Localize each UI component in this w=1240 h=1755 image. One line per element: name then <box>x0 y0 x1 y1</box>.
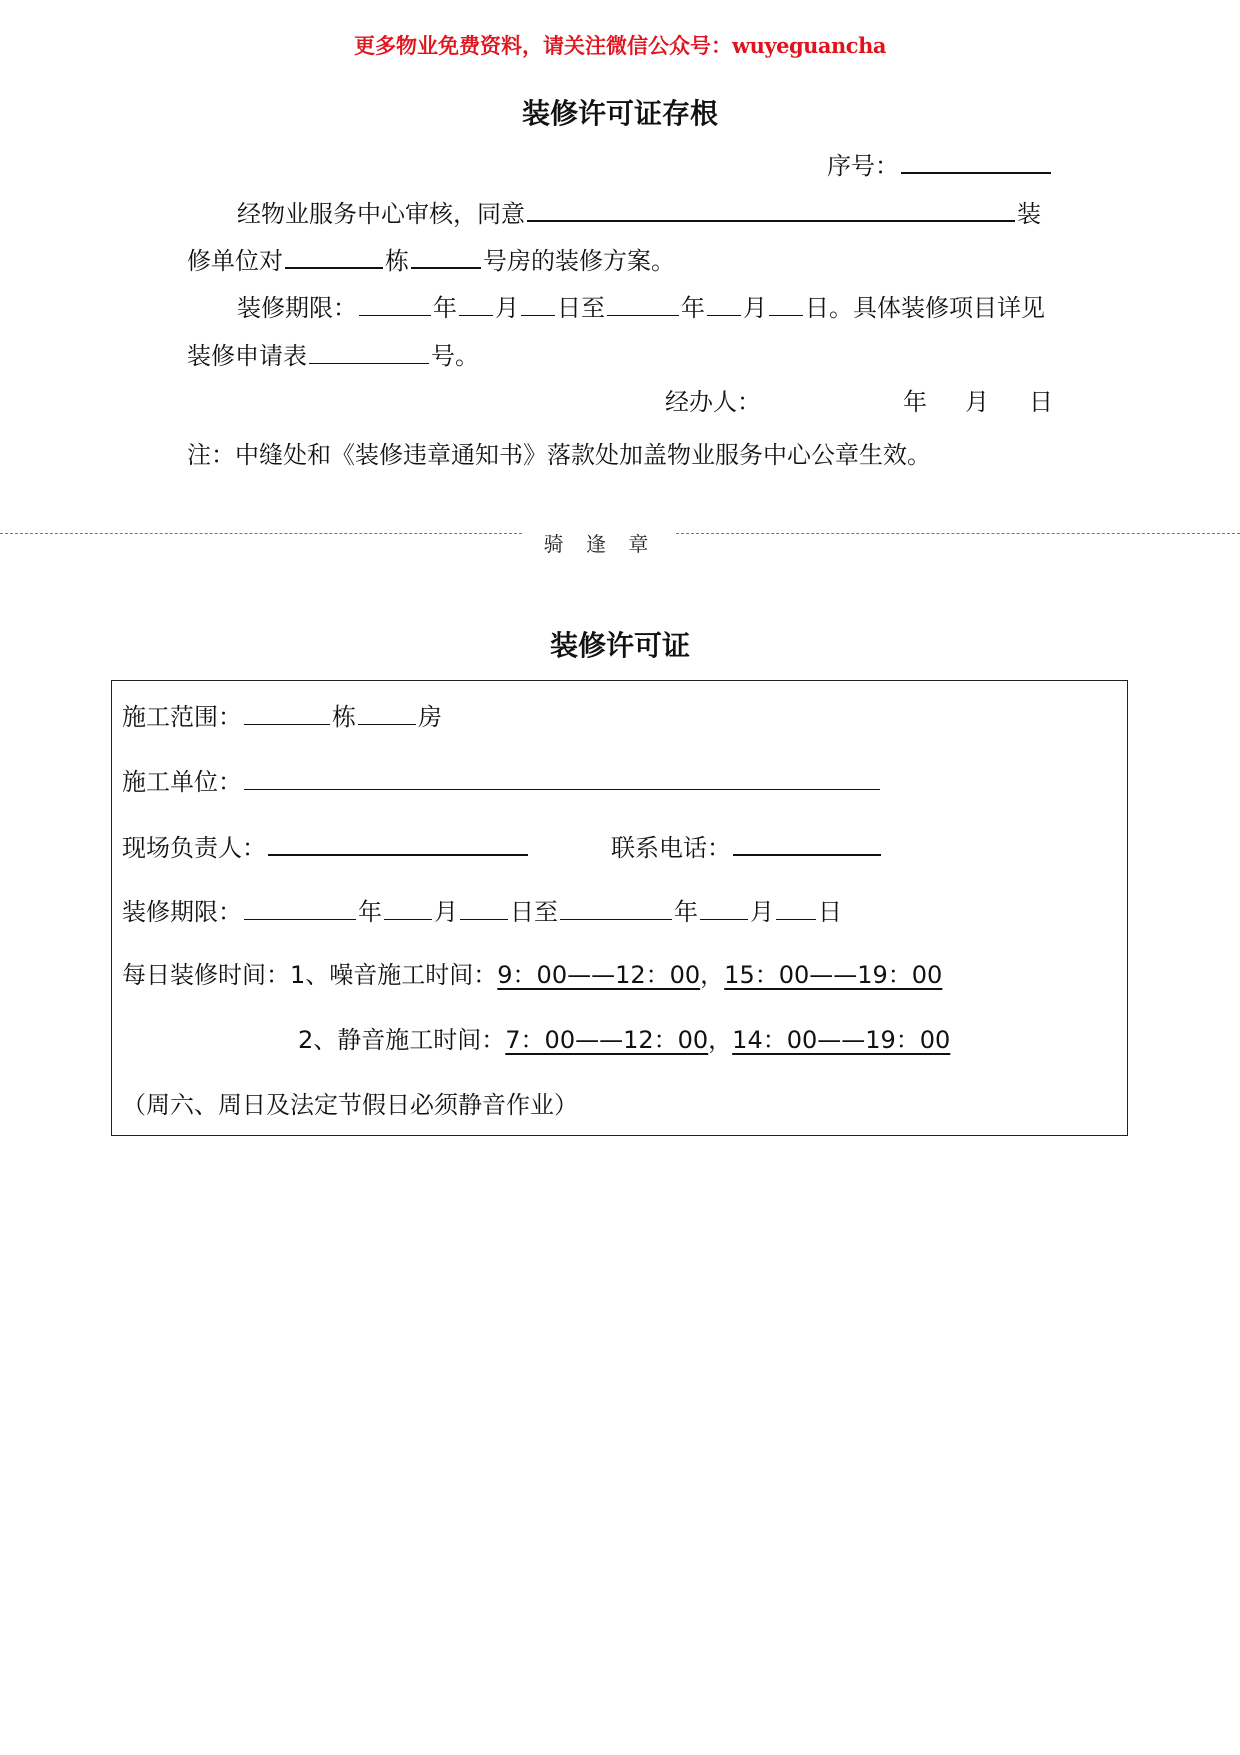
noise-time-1: 9：00——12：00 <box>497 961 701 989</box>
permit-month-text-2: 月 <box>750 898 774 926</box>
quiet-sep: ， <box>708 1026 733 1054</box>
unit-row <box>122 763 882 799</box>
scope-row <box>122 698 442 734</box>
promo-text: 更多物业免费资料，请关注微信公众号： <box>354 33 733 58</box>
permit-start-month-blank[interactable] <box>384 893 432 920</box>
year-text: 年 <box>433 294 457 322</box>
quiet-time-2: 14：00——19：00 <box>732 1026 951 1054</box>
date-month: 月 <box>965 388 989 416</box>
permit-year-text-2: 年 <box>674 898 698 926</box>
period-label: 装修期限： <box>237 294 357 322</box>
para1-line2-b: 栋 <box>385 247 409 275</box>
para1-line2-c: 号房的装修方案。 <box>483 247 675 275</box>
manager-label: 现场负责人： <box>122 834 266 862</box>
noise-label: 1、噪音施工时间： <box>290 961 498 989</box>
manager-row <box>122 828 530 865</box>
serial-row <box>827 146 1053 183</box>
permit-period-label: 装修期限： <box>122 898 242 926</box>
permit-period-row <box>122 893 842 929</box>
weekend-note: （周六、周日及法定节假日必须静音作业） <box>122 1091 578 1119</box>
contractor-blank[interactable] <box>527 194 1015 222</box>
room-blank[interactable] <box>411 241 481 269</box>
handler-label: 经办人： <box>665 388 761 416</box>
stub-para1-line1 <box>237 194 1041 231</box>
quiet-row <box>298 1023 950 1057</box>
noise-time-2: 15：00——19：00 <box>724 961 943 989</box>
day-end-text: 日。具体装修项目详见 <box>805 294 1045 322</box>
start-day-blank[interactable] <box>521 289 555 316</box>
noise-row <box>122 958 942 992</box>
building-text: 栋 <box>332 703 356 731</box>
year-text-2: 年 <box>681 294 705 322</box>
promo-banner <box>0 30 1240 60</box>
start-year-blank[interactable] <box>359 289 431 316</box>
permit-end-day-blank[interactable] <box>776 893 816 920</box>
para1-line2-a: 修单位对 <box>187 247 283 275</box>
permit-year-text: 年 <box>358 898 382 926</box>
phone-blank[interactable] <box>733 828 881 856</box>
noise-sep: ， <box>700 961 725 989</box>
scope-label: 施工范围： <box>122 703 242 731</box>
para1-end: 装 <box>1017 200 1041 228</box>
date-day: 日 <box>1029 388 1053 416</box>
quiet-time-1: 7：00——12：00 <box>505 1026 709 1054</box>
phone-row <box>611 828 883 865</box>
end-year-blank[interactable] <box>607 289 679 316</box>
month-text: 月 <box>495 294 519 322</box>
permit-end-year-blank[interactable] <box>560 893 672 920</box>
perforation-right <box>676 533 1240 534</box>
perforation-left <box>0 533 522 534</box>
permit-day-to-text: 日至 <box>510 898 558 926</box>
permit-end-month-blank[interactable] <box>700 893 748 920</box>
app-form-a: 装修申请表 <box>187 342 307 370</box>
app-form-b: 号。 <box>431 342 479 370</box>
seal-label: 骑 逢 章 <box>543 532 657 556</box>
permit-title: 装修许可证 <box>549 629 690 662</box>
phone-label: 联系电话： <box>611 834 731 862</box>
day-to-text: 日至 <box>557 294 605 322</box>
stub-note: 注：中缝处和《装修违章通知书》落款处加盖物业服务中心公章生效。 <box>187 441 931 469</box>
scope-room-blank[interactable] <box>358 698 416 725</box>
date-year: 年 <box>903 388 927 416</box>
promo-account: wuyeguancha <box>732 33 886 58</box>
end-month-blank[interactable] <box>707 289 741 316</box>
app-form-number-blank[interactable] <box>309 337 429 364</box>
permit-day-text: 日 <box>818 898 842 926</box>
manager-blank[interactable] <box>268 828 528 856</box>
scope-building-blank[interactable] <box>244 698 330 725</box>
serial-blank[interactable] <box>901 146 1051 174</box>
permit-month-text: 月 <box>434 898 458 926</box>
unit-blank[interactable] <box>244 763 880 790</box>
serial-label: 序号： <box>827 152 899 180</box>
permit-start-day-blank[interactable] <box>460 893 508 920</box>
stub-title: 装修许可证存根 <box>521 97 718 130</box>
daily-label: 每日装修时间： <box>122 961 290 989</box>
stub-para1-line2 <box>187 241 675 278</box>
stub-app-form-line <box>187 337 479 373</box>
start-month-blank[interactable] <box>459 289 493 316</box>
stub-period-line <box>237 289 1045 325</box>
permit-start-year-blank[interactable] <box>244 893 356 920</box>
quiet-label: 2、静音施工时间： <box>298 1026 506 1054</box>
room-text: 房 <box>418 703 442 731</box>
end-day-blank[interactable] <box>769 289 803 316</box>
building-blank[interactable] <box>285 241 383 269</box>
para1-start: 经物业服务中心审核，同意 <box>237 200 525 228</box>
unit-label: 施工单位： <box>122 768 242 796</box>
month-text-2: 月 <box>743 294 767 322</box>
